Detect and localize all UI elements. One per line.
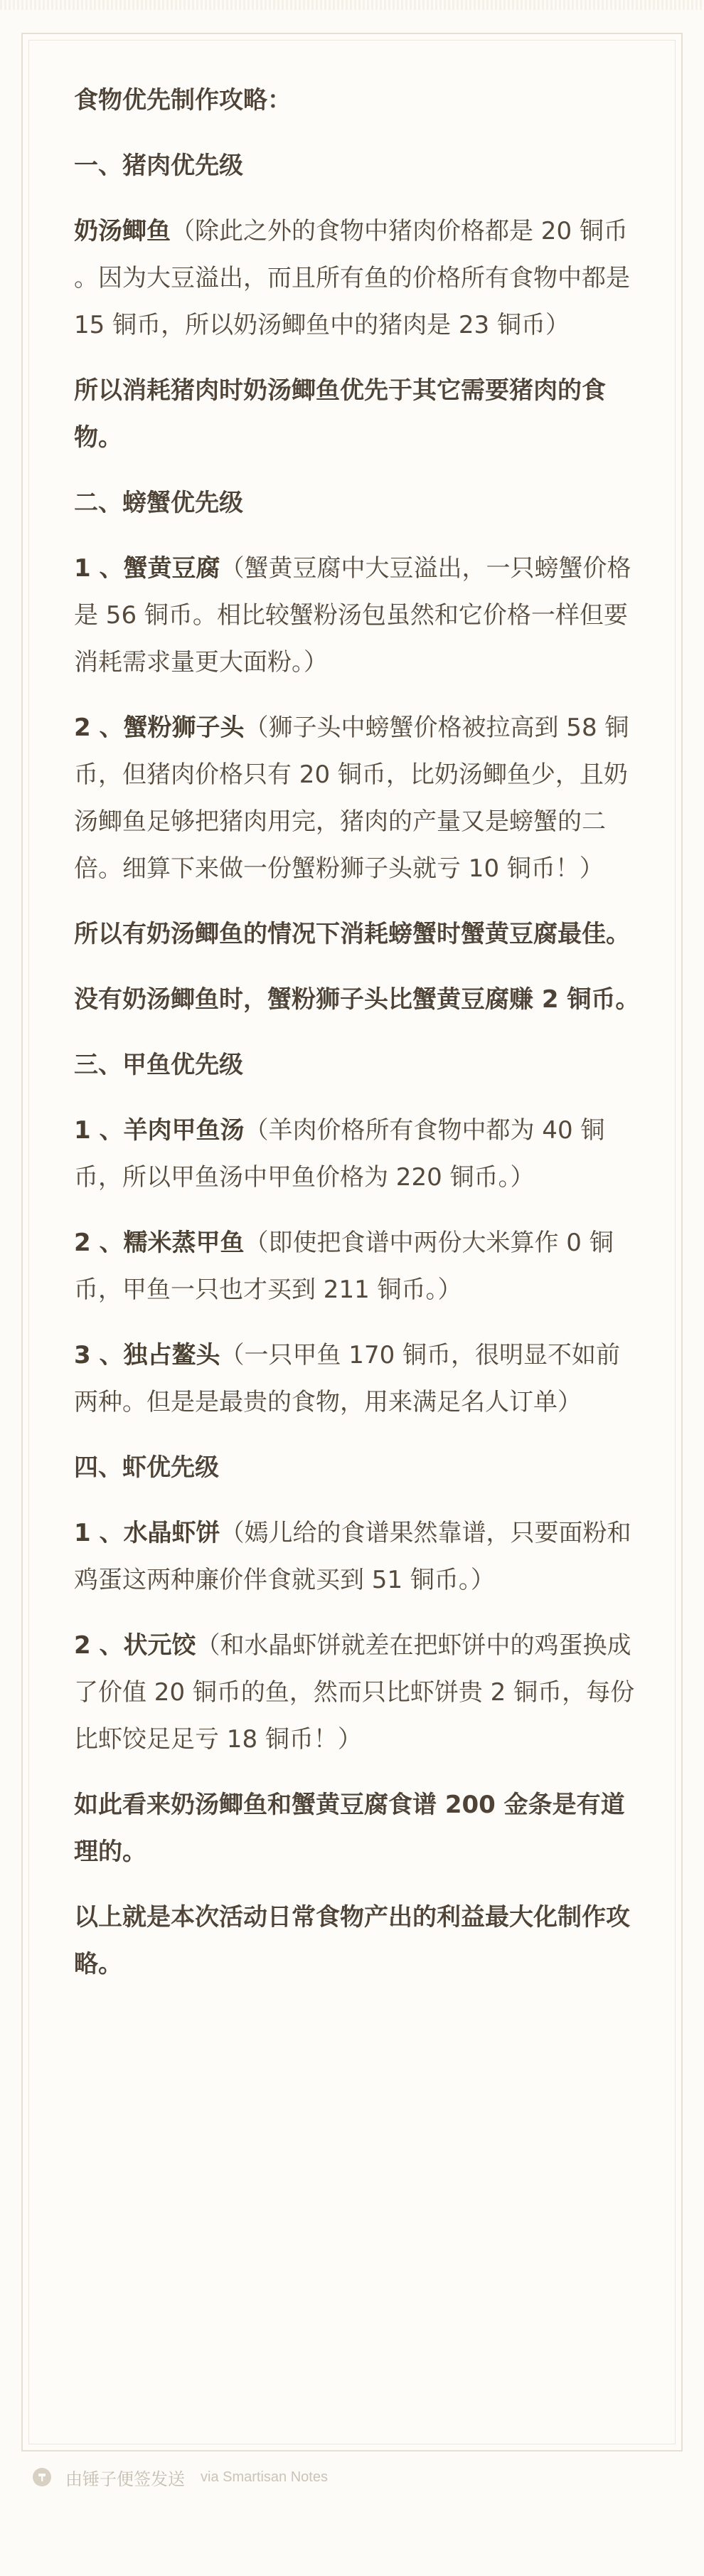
hammer-icon xyxy=(33,2468,51,2486)
item-duzhan-aotou xyxy=(74,1332,643,1426)
note-card xyxy=(21,33,683,2452)
item-text: （羊肉价格所有食物中都为 40 铜币，所以甲鱼汤中甲鱼价格为 220 铜币。） xyxy=(74,1116,605,1192)
section-heading-pork: 一、猪肉优先级 xyxy=(74,152,243,180)
item-text: （蟹黄豆腐中大豆溢出，一只螃蟹价格是 56 铜币。相比较蟹粉汤包虽然和它价格一样但要消耗需求量更大面粉。） xyxy=(74,554,631,677)
item-xiefen-shizitou xyxy=(74,704,643,892)
item-title: 2 、糯米蒸甲鱼 xyxy=(74,1229,245,1257)
item-title: 1 、水晶虾饼 xyxy=(74,1519,220,1547)
conclusion-crab-1: 所以有奶汤鲫鱼的情况下消耗螃蟹时蟹黄豆腐最佳。 xyxy=(74,920,630,948)
item-nuomi-zheng-jiayu xyxy=(74,1219,643,1313)
note-title: 食物优先制作攻略： xyxy=(74,86,292,115)
footer-sent-by: 由锤子便签发送 xyxy=(65,2469,185,2489)
section-heading-shrimp: 四、虾优先级 xyxy=(74,1453,219,1482)
item-title: 2 、状元饺 xyxy=(74,1631,196,1660)
conclusion-recipes: 如此看来奶汤鲫鱼和蟹黄豆腐食谱 200 金条是有道理的。 xyxy=(74,1791,625,1866)
conclusion-pork: 所以消耗猪肉时奶汤鲫鱼优先于其它需要猪肉的食物。 xyxy=(74,376,606,452)
footer-via: via Smartisan Notes xyxy=(201,2469,328,2485)
conclusion-crab-2: 没有奶汤鲫鱼时，蟹粉狮子头比蟹黄豆腐赚 2 铜币。 xyxy=(74,985,640,1014)
item-title: 3 、独占鳌头 xyxy=(74,1341,220,1369)
item-yangrou-jiayu-tang xyxy=(74,1107,643,1201)
section-heading-turtle: 三、甲鱼优先级 xyxy=(74,1051,243,1079)
top-paper-edge xyxy=(0,0,704,10)
item-text: （即使把食谱中两份大米算作 0 铜币，甲鱼一只也才买到 211 铜币。） xyxy=(74,1229,614,1304)
item-xiehuang-doufu xyxy=(74,545,643,686)
footer-signature xyxy=(33,2463,328,2491)
item-text: （嫣儿给的食谱果然靠谱，只要面粉和鸡蛋这两种廉价伴食就买到 51 铜币。） xyxy=(74,1519,631,1594)
item-text: （和水晶虾饼就差在把虾饼中的鸡蛋换成了价值 20 铜币的鱼，然而只比虾饼贵 2 铜币，每份比虾饺足足亏 18 铜币！） xyxy=(74,1631,635,1754)
item-title: 1 、羊肉甲鱼汤 xyxy=(74,1116,245,1145)
item-title: 2 、蟹粉狮子头 xyxy=(74,714,245,742)
item-shuijing-xiabing xyxy=(74,1510,643,1604)
item-title: 奶汤鲫鱼 xyxy=(74,217,171,245)
closing-line: 以上就是本次活动日常食物产出的利益最大化制作攻略。 xyxy=(74,1903,630,1978)
section-heading-crab: 二、螃蟹优先级 xyxy=(74,489,243,517)
item-text: （一只甲鱼 170 铜币，很明显不如前两种。但是是最贵的食物，用来满足名人订单） xyxy=(74,1341,621,1416)
item-naitang-jiyu xyxy=(74,208,643,349)
item-text: （狮子头中螃蟹价格被拉高到 58 铜币，但猪肉价格只有 20 铜币，比奶汤鲫鱼少，且奶汤鲫鱼足够把猪肉用完，猪肉的产量又是螃蟹的二倍。细算下来做一份蟹粉狮子头就亏 10 铜币！） xyxy=(74,714,629,883)
note-body xyxy=(74,77,643,2006)
item-zhuangyuan-jiao xyxy=(74,1622,643,1763)
item-title: 1 、蟹黄豆腐 xyxy=(74,554,220,583)
item-text: （除此之外的食物中猪肉价格都是 20 铜币 。因为大豆溢出，而且所有鱼的价格所有食物中都是 15 铜币，所以奶汤鲫鱼中的猪肉是 23 铜币） xyxy=(74,217,630,339)
